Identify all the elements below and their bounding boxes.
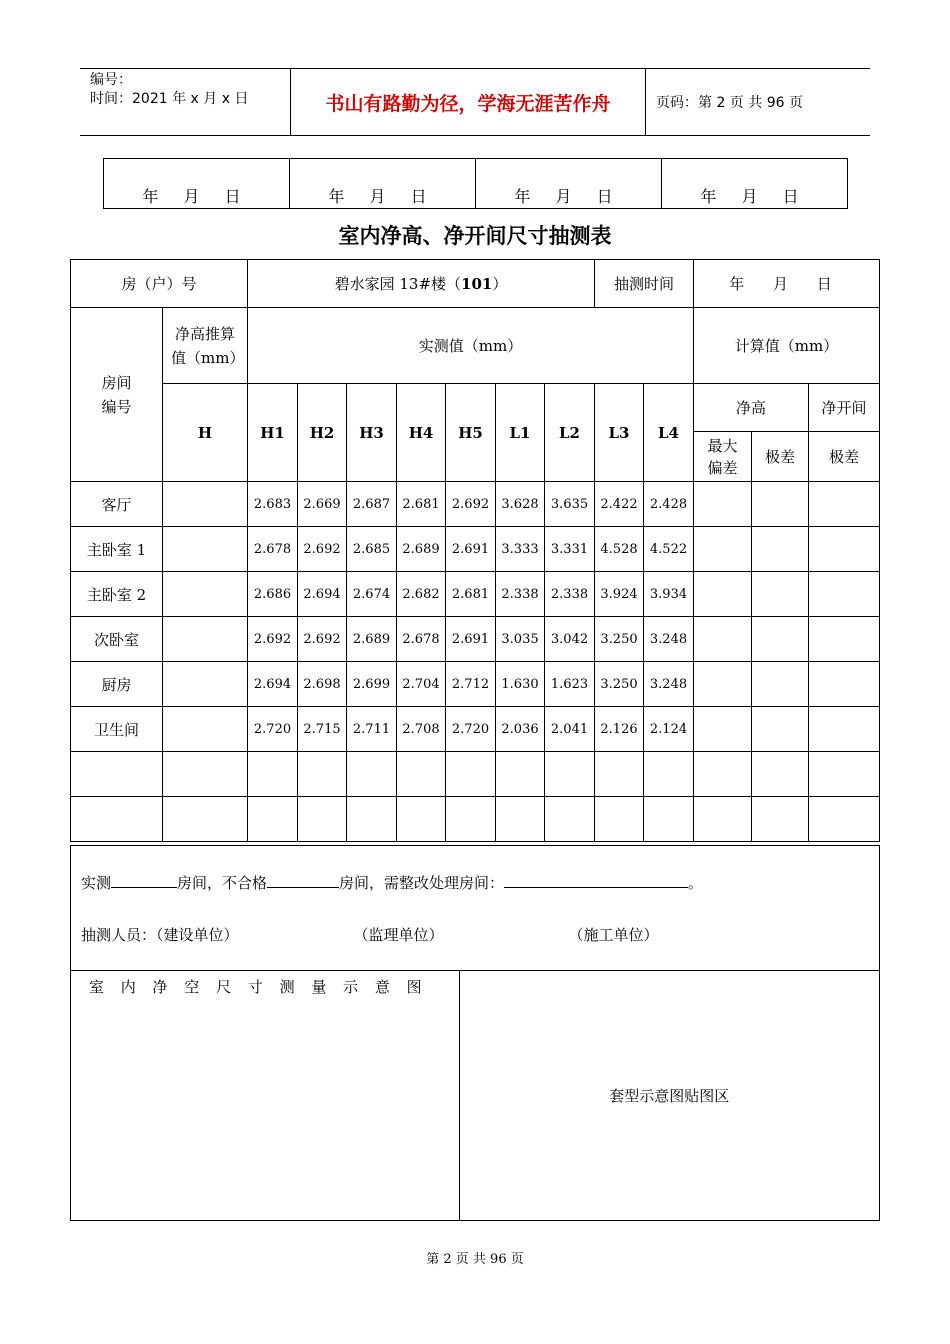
- measured-cell: 2.694: [248, 662, 298, 707]
- measurement-diagram-area: 室 内 净 空 尺 寸 测 量 示 意 图: [71, 971, 460, 1221]
- col-header: L4: [644, 384, 694, 482]
- measured-cell: [446, 797, 496, 842]
- room-name: 客厅: [71, 482, 163, 527]
- table-row: [71, 617, 880, 662]
- measured-cell: [496, 752, 545, 797]
- measured-cell: 2.698: [298, 662, 347, 707]
- h-header: H: [163, 384, 248, 482]
- measured-cell: 2.712: [446, 662, 496, 707]
- estimate-cell: [163, 572, 248, 617]
- room-name: 卫生间: [71, 707, 163, 752]
- measured-cell: 1.623: [545, 662, 595, 707]
- inspectors-line: [81, 924, 879, 945]
- calculated-cell: [752, 482, 809, 527]
- calculated-cell: [694, 752, 752, 797]
- measured-cell: 3.628: [496, 482, 545, 527]
- signature-date-4: 年 月 日: [662, 159, 848, 209]
- measured-cell: 2.715: [298, 707, 347, 752]
- inspector-supervisor: （监理单位）: [353, 926, 444, 944]
- measured-cell: [298, 797, 347, 842]
- calculated-cell: [752, 617, 809, 662]
- measured-cell: 3.934: [644, 572, 694, 617]
- measured-cell: 2.669: [298, 482, 347, 527]
- info-row: [71, 260, 880, 308]
- estimate-cell: [163, 482, 248, 527]
- calculated-cell: [752, 662, 809, 707]
- calculated-cell: [694, 797, 752, 842]
- measured-cell: 2.687: [347, 482, 397, 527]
- measured-cell: 2.711: [347, 707, 397, 752]
- table-row: [71, 527, 880, 572]
- calculated-cell: [809, 797, 880, 842]
- estimate-header: 净高推算值（mm）: [163, 308, 248, 384]
- measured-cell: [595, 797, 644, 842]
- table-row: [71, 752, 880, 797]
- measured-cell: 2.694: [298, 572, 347, 617]
- measured-cell: 3.248: [644, 662, 694, 707]
- measured-cell: 2.338: [545, 572, 595, 617]
- range-header: 极差: [752, 432, 809, 482]
- measured-cell: [248, 797, 298, 842]
- measured-cell: 2.692: [446, 482, 496, 527]
- estimate-cell: [163, 662, 248, 707]
- signature-date-2: 年 月 日: [290, 159, 476, 209]
- calculated-cell: [694, 617, 752, 662]
- inspector-contractor: （施工单位）: [568, 926, 659, 944]
- inspector-construction: 抽测人员：（建设单位）: [81, 926, 239, 944]
- floorplan-paste-area: 套型示意图贴图区: [459, 971, 879, 1221]
- calculated-cell: [752, 707, 809, 752]
- estimate-cell: [163, 797, 248, 842]
- calculated-cell: [809, 572, 880, 617]
- table-row: [71, 482, 880, 527]
- table-row: [71, 662, 880, 707]
- measured-cell: 3.035: [496, 617, 545, 662]
- table-row: [71, 707, 880, 752]
- measured-cell: [644, 797, 694, 842]
- measured-cell: 2.720: [248, 707, 298, 752]
- unqualified-count-blank: [267, 873, 339, 888]
- col-header: H5: [446, 384, 496, 482]
- measured-cell: [397, 752, 446, 797]
- measured-cell: [347, 797, 397, 842]
- measured-cell: 2.682: [397, 572, 446, 617]
- calculated-cell: [752, 752, 809, 797]
- measured-cell: 2.704: [397, 662, 446, 707]
- house-label: 房（户）号: [71, 260, 248, 308]
- measured-cell: [446, 752, 496, 797]
- measured-cell: 2.692: [298, 617, 347, 662]
- col-header: H1: [248, 384, 298, 482]
- measured-cell: 4.528: [595, 527, 644, 572]
- measured-cell: [644, 752, 694, 797]
- measured-cell: 2.691: [446, 617, 496, 662]
- page-footer: 第 2 页 共 96 页: [426, 1252, 524, 1267]
- measured-cell: 1.630: [496, 662, 545, 707]
- measured-cell: 2.674: [347, 572, 397, 617]
- measured-header: 实测值（mm）: [248, 308, 694, 384]
- inspection-time-label: 抽测时间: [595, 260, 694, 308]
- room-name: [71, 752, 163, 797]
- measured-cell: 2.338: [496, 572, 545, 617]
- measured-cell: [347, 752, 397, 797]
- measured-cell: 2.681: [397, 482, 446, 527]
- col-header: L1: [496, 384, 545, 482]
- measured-cell: 3.250: [595, 662, 644, 707]
- time-label: 时间：2021 年 x 月 x 日: [90, 91, 249, 107]
- measured-cell: 2.683: [248, 482, 298, 527]
- measured-cell: 2.678: [248, 527, 298, 572]
- measured-cell: [595, 752, 644, 797]
- summary-line: 实测 房间，不合格 房间，需整改处理房间： 。: [81, 874, 704, 892]
- measured-cell: [248, 752, 298, 797]
- measured-cell: 4.522: [644, 527, 694, 572]
- calculated-cell: [809, 752, 880, 797]
- measured-cell: 2.692: [248, 617, 298, 662]
- signature-date-table: [103, 158, 848, 209]
- calculated-cell: [752, 527, 809, 572]
- measured-cell: 2.689: [397, 527, 446, 572]
- measured-cell: 2.685: [347, 527, 397, 572]
- measured-cell: 2.720: [446, 707, 496, 752]
- measured-cell: 2.124: [644, 707, 694, 752]
- summary-section: [70, 845, 880, 1221]
- estimate-cell: [163, 617, 248, 662]
- measured-cell: 2.678: [397, 617, 446, 662]
- net-height-header: 净高: [694, 384, 809, 432]
- calculated-cell: [809, 707, 880, 752]
- measured-cell: 2.686: [248, 572, 298, 617]
- calculated-cell: [694, 527, 752, 572]
- calculated-cell: [694, 707, 752, 752]
- measured-cell: 2.689: [347, 617, 397, 662]
- calculated-header: 计算值（mm）: [694, 308, 880, 384]
- table-row: [71, 797, 880, 842]
- measured-count-blank: [111, 873, 177, 888]
- measured-cell: 3.331: [545, 527, 595, 572]
- measured-cell: 2.708: [397, 707, 446, 752]
- measured-cell: [496, 797, 545, 842]
- col-header: H2: [298, 384, 347, 482]
- calculated-cell: [809, 527, 880, 572]
- room-name: [71, 797, 163, 842]
- measured-cell: 3.042: [545, 617, 595, 662]
- measured-cell: 3.333: [496, 527, 545, 572]
- number-label: 编号：: [90, 72, 132, 88]
- measured-cell: [298, 752, 347, 797]
- measured-cell: 2.422: [595, 482, 644, 527]
- rectify-rooms-blank: [504, 873, 688, 888]
- max-deviation-header: 最大偏差: [694, 432, 752, 482]
- measured-cell: 2.428: [644, 482, 694, 527]
- measured-cell: 2.699: [347, 662, 397, 707]
- calculated-cell: [752, 797, 809, 842]
- calculated-cell: [809, 617, 880, 662]
- measured-cell: 2.691: [446, 527, 496, 572]
- header-meta: [80, 69, 291, 136]
- signature-date-3: 年 月 日: [476, 159, 662, 209]
- calculated-cell: [694, 482, 752, 527]
- measured-cell: 2.681: [446, 572, 496, 617]
- measured-cell: 2.126: [595, 707, 644, 752]
- col-header: H3: [347, 384, 397, 482]
- table-row: [71, 572, 880, 617]
- range-header: 极差: [809, 432, 880, 482]
- calculated-cell: [694, 572, 752, 617]
- calculated-cell: [809, 482, 880, 527]
- estimate-cell: [163, 527, 248, 572]
- measured-cell: 3.924: [595, 572, 644, 617]
- net-width-header: 净开间: [809, 384, 880, 432]
- document-header: [80, 68, 870, 136]
- inspection-time-value: 年 月 日: [694, 260, 880, 308]
- measured-cell: [545, 797, 595, 842]
- signature-date-1: 年 月 日: [104, 159, 290, 209]
- header-slogan: 书山有路勤为径，学海无涯苦作舟: [291, 69, 646, 136]
- col-header: L3: [595, 384, 644, 482]
- calculated-cell: [809, 662, 880, 707]
- calculated-cell: [694, 662, 752, 707]
- measured-cell: 3.250: [595, 617, 644, 662]
- measured-cell: 2.692: [298, 527, 347, 572]
- measured-cell: 3.635: [545, 482, 595, 527]
- measured-cell: 2.041: [545, 707, 595, 752]
- house-value: 碧水家园 13#楼（101）: [248, 260, 595, 308]
- room-name: 主卧室 2: [71, 572, 163, 617]
- measured-cell: 2.036: [496, 707, 545, 752]
- col-header: H4: [397, 384, 446, 482]
- measured-cell: [545, 752, 595, 797]
- col-header: L2: [545, 384, 595, 482]
- calculated-cell: [752, 572, 809, 617]
- measured-cell: [397, 797, 446, 842]
- room-name: 主卧室 1: [71, 527, 163, 572]
- room-no-header: 房间 编号: [71, 308, 163, 482]
- page-title: 室内净高、净开间尺寸抽测表: [338, 224, 612, 248]
- room-name: 次卧室: [71, 617, 163, 662]
- summary-cell: [71, 846, 880, 971]
- measurement-table: [70, 259, 880, 842]
- measured-cell: 3.248: [644, 617, 694, 662]
- room-name: 厨房: [71, 662, 163, 707]
- header-page-info: 页码：第 2 页 共 96 页: [646, 69, 871, 136]
- estimate-cell: [163, 752, 248, 797]
- estimate-cell: [163, 707, 248, 752]
